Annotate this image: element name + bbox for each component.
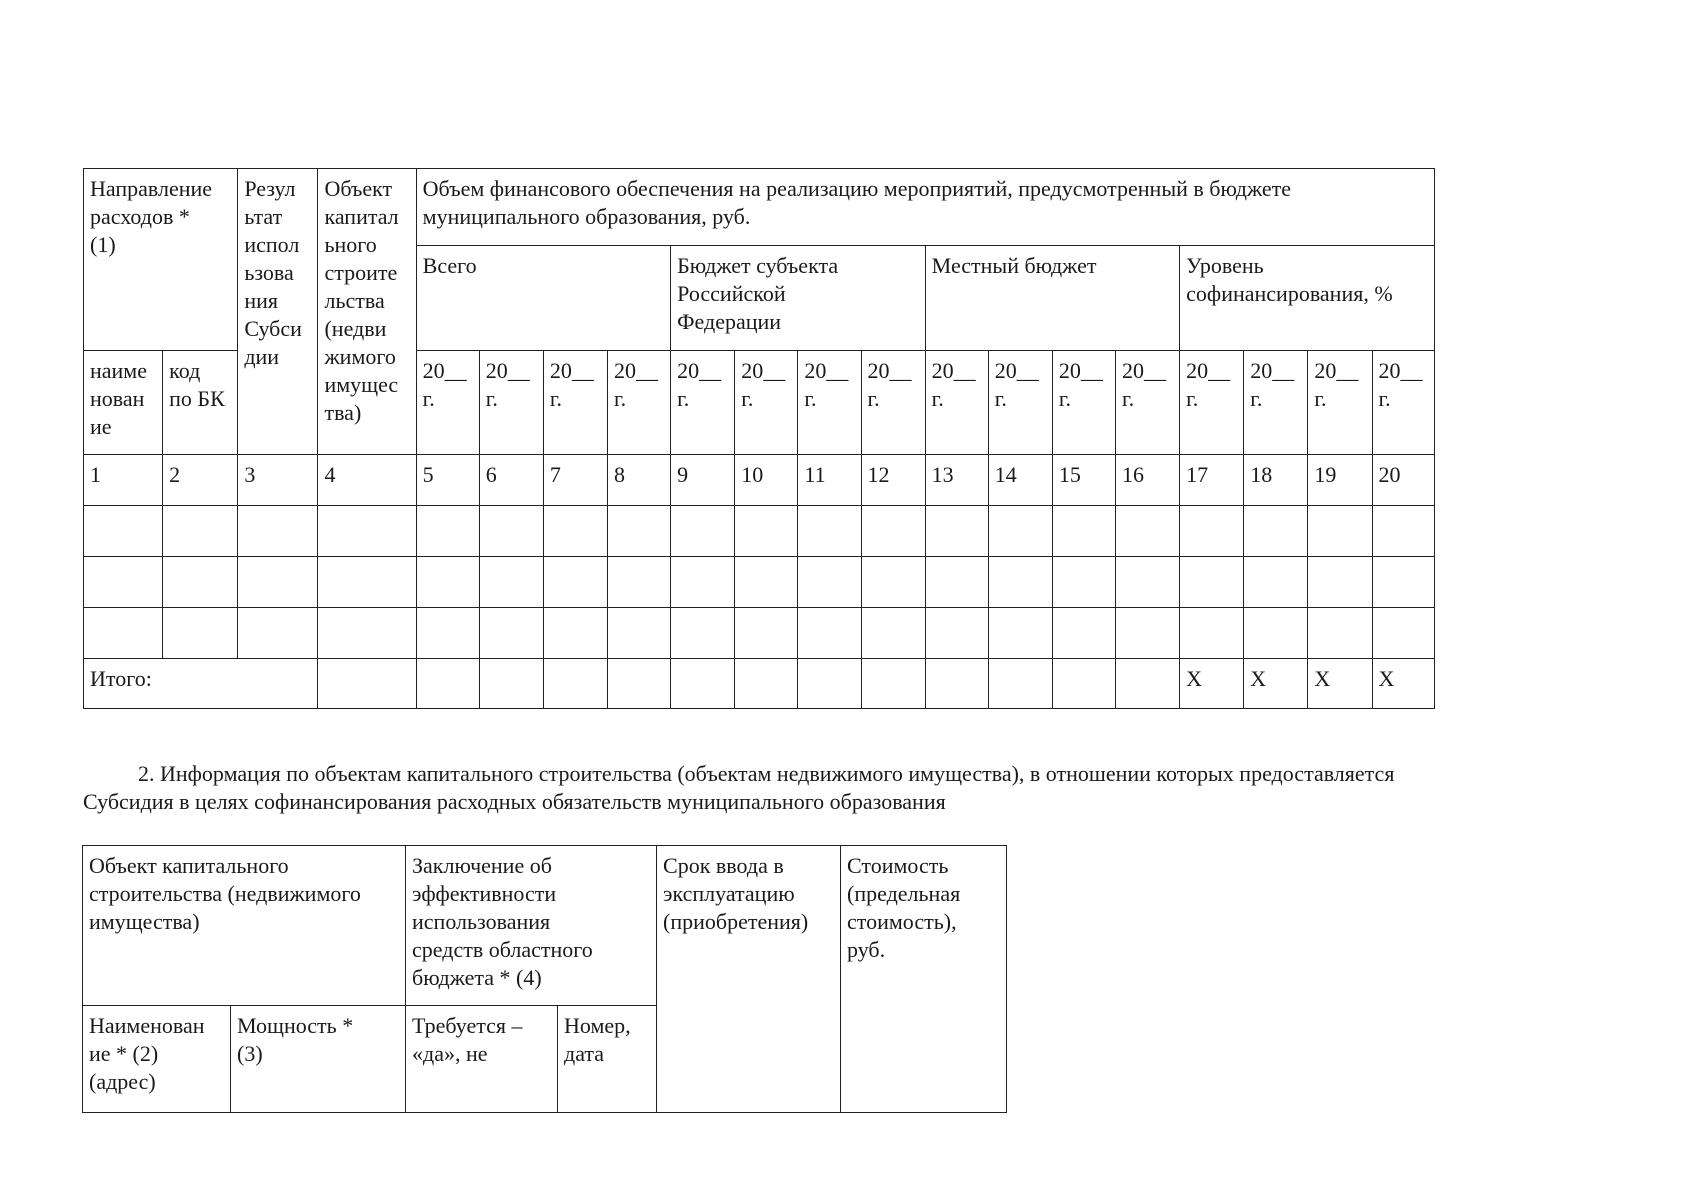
year-cell: 20__ г. [543, 351, 607, 455]
objects-table [82, 845, 1007, 1113]
empty-cell [1116, 506, 1180, 557]
empty-cell [798, 506, 861, 557]
empty-cell [1180, 557, 1244, 608]
year-cell: 20__ г. [1180, 351, 1244, 455]
empty-cell [798, 557, 861, 608]
column-number: 2 [163, 455, 238, 506]
column-number: 7 [543, 455, 607, 506]
empty-cell [318, 557, 416, 608]
header-required: Требуется – «да», не [406, 1006, 558, 1113]
empty-cell [671, 659, 735, 709]
empty-cell [163, 608, 238, 659]
year-cell: 20__ г. [1244, 351, 1308, 455]
empty-cell [543, 506, 607, 557]
year-cell: 20__ г. [988, 351, 1052, 455]
empty-cell [163, 557, 238, 608]
empty-cell [1308, 608, 1372, 659]
year-cell: 20__ г. [735, 351, 798, 455]
x-mark: X [1244, 659, 1308, 709]
empty-cell [925, 557, 988, 608]
empty-cell [479, 506, 543, 557]
column-number: 6 [479, 455, 543, 506]
column-number: 9 [671, 455, 735, 506]
empty-cell [1244, 608, 1308, 659]
empty-cell [1244, 506, 1308, 557]
empty-cell [1052, 506, 1115, 557]
header-object: Объект капитал ьного строите льства (недви жимого имущес тва) [318, 169, 416, 455]
header-object-capital: Объект капитального строительства (недвижимого имущества) [83, 846, 406, 1006]
year-cell: 20__ г. [671, 351, 735, 455]
empty-cell [318, 506, 416, 557]
empty-cell [1308, 557, 1372, 608]
empty-cell [735, 557, 798, 608]
empty-cell [925, 659, 988, 709]
empty-cell [671, 608, 735, 659]
x-mark: X [1308, 659, 1372, 709]
empty-cell [479, 659, 543, 709]
empty-cell [735, 659, 798, 709]
year-cell: 20__ г. [1052, 351, 1115, 455]
empty-cell [1052, 659, 1115, 709]
header-conclusion: Заключение об эффективности использования средств областного бюджета * (4) [406, 846, 657, 1006]
year-cell: 20__ г. [416, 351, 479, 455]
empty-cell [861, 608, 925, 659]
column-number: 12 [861, 455, 925, 506]
empty-row [84, 506, 1435, 557]
empty-cell [1244, 557, 1308, 608]
total-row [84, 659, 1435, 709]
empty-cell [798, 608, 861, 659]
column-number: 19 [1308, 455, 1372, 506]
year-cell: 20__ г. [798, 351, 861, 455]
column-number: 4 [318, 455, 416, 506]
column-number: 8 [608, 455, 671, 506]
empty-cell [988, 608, 1052, 659]
empty-cell [608, 659, 671, 709]
empty-cell [318, 659, 416, 709]
empty-cell [1116, 608, 1180, 659]
empty-cell [238, 506, 318, 557]
paragraph-line-1: 2. Информация по объектам капитального строительства (объектам недвижимого имущества), в отношении которых предоставляется [138, 761, 1395, 786]
column-number: 20 [1372, 455, 1434, 506]
empty-cell [479, 557, 543, 608]
year-cell: 20__ г. [1116, 351, 1180, 455]
empty-cell [608, 506, 671, 557]
header-volume: Объем финансового обеспечения на реализацию мероприятий, предусмотренный в бюджете муниципального образования, руб. [416, 169, 1434, 246]
empty-cell [84, 557, 163, 608]
empty-cell [608, 557, 671, 608]
empty-cell [318, 608, 416, 659]
column-number: 10 [735, 455, 798, 506]
year-cell: 20__ г. [925, 351, 988, 455]
header-code: код по БК [163, 351, 238, 455]
paragraph-line [83, 760, 1583, 788]
empty-cell [1116, 557, 1180, 608]
section-2-paragraph [83, 760, 1583, 816]
empty-cell [479, 608, 543, 659]
empty-cell [988, 506, 1052, 557]
empty-cell [1308, 506, 1372, 557]
column-number: 18 [1244, 455, 1308, 506]
empty-cell [861, 557, 925, 608]
empty-cell [416, 608, 479, 659]
empty-cell [861, 506, 925, 557]
empty-cell [543, 659, 607, 709]
year-cell: 20__ г. [1372, 351, 1434, 455]
empty-cell [925, 506, 988, 557]
header-name: наиме нован ие [84, 351, 163, 455]
empty-cell [84, 608, 163, 659]
column-number: 14 [988, 455, 1052, 506]
x-mark: X [1180, 659, 1244, 709]
column-number: 5 [416, 455, 479, 506]
empty-cell [238, 608, 318, 659]
empty-cell [798, 659, 861, 709]
year-cell: 20__ г. [861, 351, 925, 455]
header-cost: Стоимость (предельная стоимость), руб. [841, 846, 1007, 1113]
header-capacity: Мощность * (3) [231, 1006, 406, 1113]
year-cell: 20__ г. [479, 351, 543, 455]
empty-cell [1372, 557, 1434, 608]
empty-cell [84, 506, 163, 557]
year-cell: 20__ г. [1308, 351, 1372, 455]
empty-cell [1052, 608, 1115, 659]
empty-cell [238, 557, 318, 608]
header-region-budget: Бюджет субъекта Российской Федерации [671, 246, 926, 351]
header-object-name: Наименован ие * (2) (адрес) [83, 1006, 231, 1113]
empty-cell [988, 557, 1052, 608]
empty-cell [1052, 557, 1115, 608]
header-commission-term: Срок ввода в эксплуатацию (приобретения) [657, 846, 841, 1113]
empty-cell [988, 659, 1052, 709]
empty-cell [671, 506, 735, 557]
year-cell: 20__ г. [608, 351, 671, 455]
empty-cell [925, 608, 988, 659]
empty-row [84, 608, 1435, 659]
header-result: Резул ьтат испол ьзова ния Субси дии [238, 169, 318, 455]
paragraph-line-2: Субсидия в целях софинансирования расходных обязательств муниципального образования [83, 789, 946, 814]
header-total: Всего [416, 246, 671, 351]
empty-cell [735, 506, 798, 557]
header-direction: Направление расходов * (1) [84, 169, 238, 351]
empty-cell [543, 557, 607, 608]
empty-cell [1116, 659, 1180, 709]
header-local-budget: Местный бюджет [925, 246, 1180, 351]
financing-table [83, 168, 1435, 709]
column-number: 1 [84, 455, 163, 506]
total-label: Итого: [84, 659, 318, 709]
empty-cell [735, 608, 798, 659]
header-cofinancing-level: Уровень софинансирования, % [1180, 246, 1435, 351]
empty-cell [861, 659, 925, 709]
empty-cell [1372, 506, 1434, 557]
column-number: 16 [1116, 455, 1180, 506]
empty-cell [543, 608, 607, 659]
x-mark: X [1372, 659, 1434, 709]
column-number: 3 [238, 455, 318, 506]
empty-cell [1180, 608, 1244, 659]
column-number: 11 [798, 455, 861, 506]
column-number: 15 [1052, 455, 1115, 506]
empty-cell [163, 506, 238, 557]
column-number: 17 [1180, 455, 1244, 506]
empty-cell [416, 557, 479, 608]
column-number: 13 [925, 455, 988, 506]
empty-cell [1372, 608, 1434, 659]
empty-cell [671, 557, 735, 608]
empty-cell [416, 659, 479, 709]
empty-row [84, 557, 1435, 608]
empty-cell [416, 506, 479, 557]
empty-cell [1180, 506, 1244, 557]
empty-cell [608, 608, 671, 659]
header-number-date: Номер, дата [558, 1006, 657, 1113]
